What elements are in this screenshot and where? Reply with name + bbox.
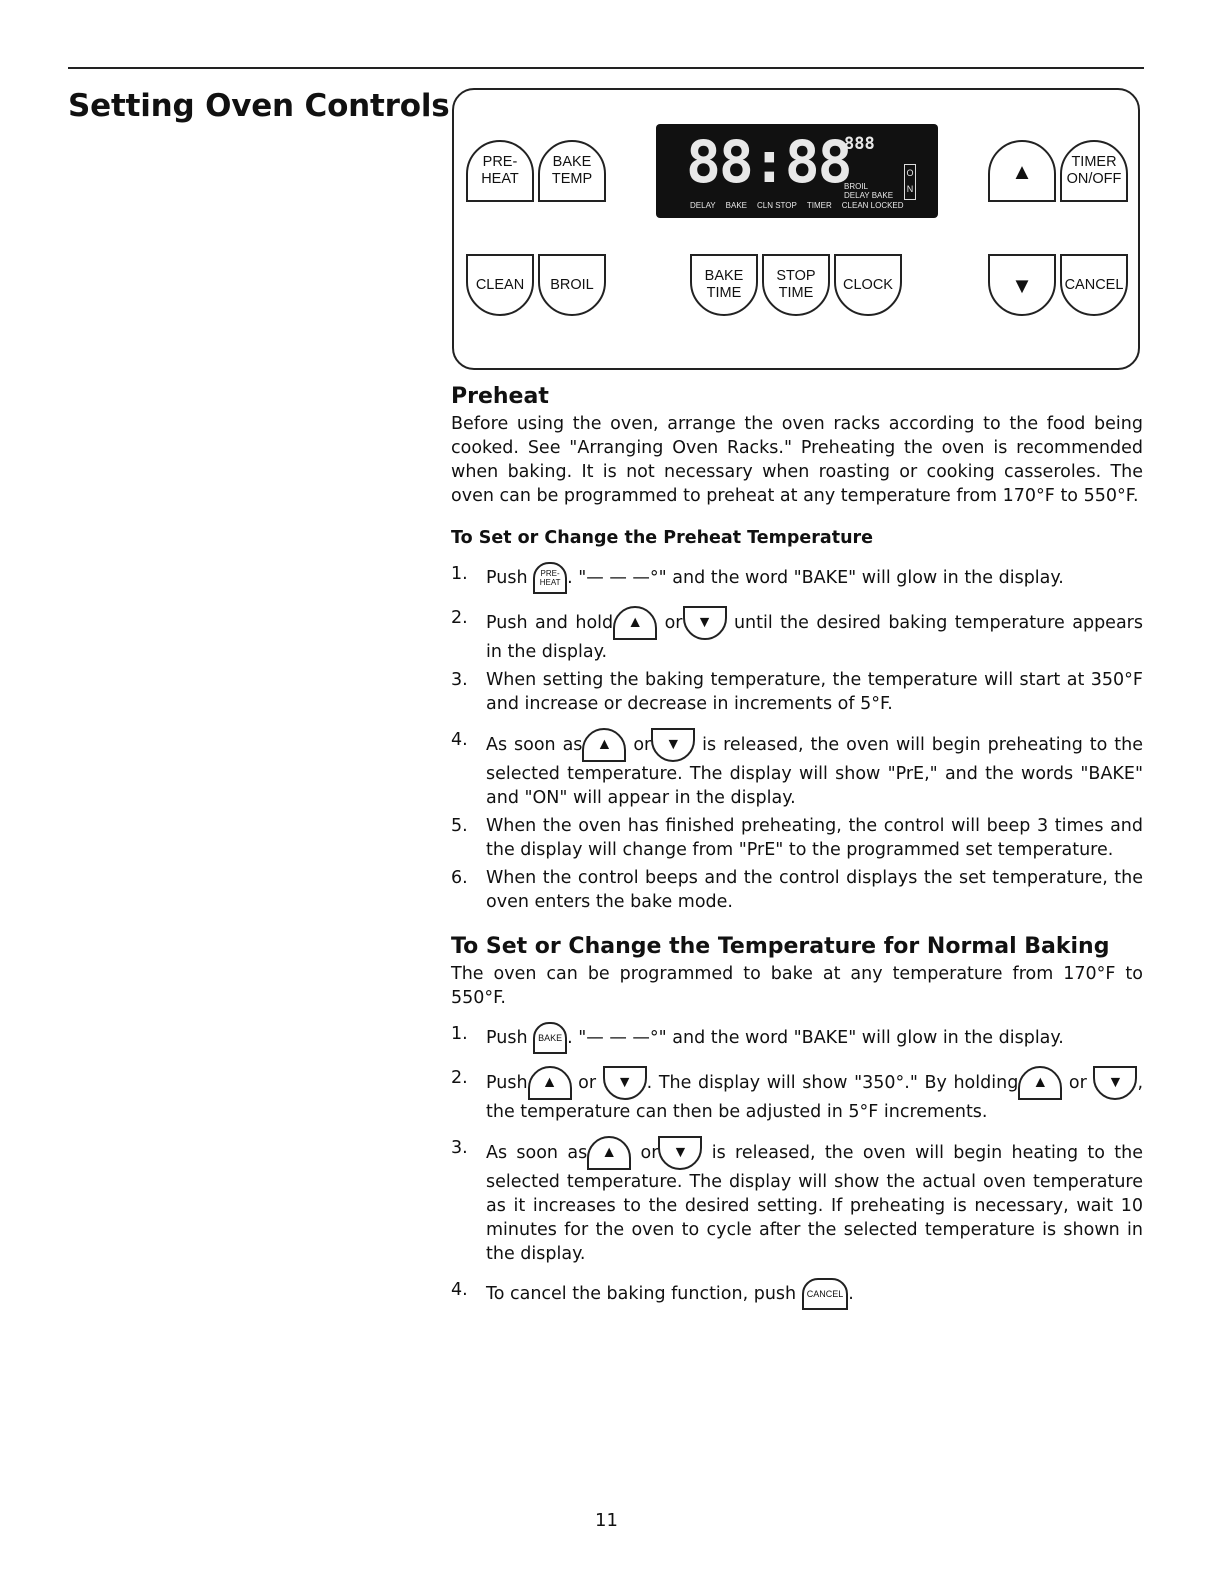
- clean-button[interactable]: CLEAN: [466, 254, 534, 316]
- preheat-subheading: To Set or Change the Preheat Temperature: [451, 528, 874, 548]
- list-item: 3. As soon as ▲ or ▼ is released, the oven will begin heating to the selected temperature. The display will show the actual oven temperature as it increases to the desired setting. If preheating is necessary, wait 10 minutes for the oven to cycle after the selected temperature is shown in the display.: [451, 1138, 1143, 1264]
- list-item: 1. Push BAKE . "— — —°" and the word "BAKE" will glow in the display.: [451, 1022, 1143, 1054]
- preheat-button-icon: PRE- HEAT: [533, 562, 567, 594]
- up-arrow-icon: ▲: [587, 1136, 631, 1170]
- down-arrow-button[interactable]: [988, 254, 1056, 316]
- list-item: 5. When the oven has finished preheating, the control will beep 3 times and the display will change from "PrE" to the programmed set temperature.: [451, 816, 1143, 860]
- cancel-button[interactable]: CANCEL: [1060, 254, 1128, 316]
- bake-temp-button[interactable]: BAKE TEMP: [538, 140, 606, 202]
- down-arrow-icon: ▼: [603, 1066, 647, 1100]
- display-bottom-labels: DELAY BAKE CLN STOP TIMER CLEAN LOCKED: [690, 201, 904, 210]
- clock-button[interactable]: CLOCK: [834, 254, 902, 316]
- display-small-digits: 888: [844, 134, 875, 154]
- preheat-button[interactable]: PRE- HEAT: [466, 140, 534, 202]
- bake-time-button[interactable]: BAKE TIME: [690, 254, 758, 316]
- up-arrow-icon: ▲: [1011, 158, 1033, 184]
- list-item: 6. When the control beeps and the control displays the set temperature, the oven enters the bake mode.: [451, 868, 1143, 912]
- preheat-steps: [451, 562, 1143, 914]
- oven-control-panel: [452, 88, 1140, 370]
- preheat-intro: Before using the oven, arrange the oven racks according to the food being cooked. See "Arranging Oven Racks." Preheating the oven is recommended when baking. It is not necessary when roasting or cooking casseroles. The oven can be programmed to preheat at any temperature from 170°F to 550°F.: [451, 414, 1143, 506]
- oven-display: [656, 124, 938, 218]
- normal-baking-intro: The oven can be programmed to bake at any temperature from 170°F to 550°F.: [451, 964, 1143, 1008]
- top-rule: [68, 67, 1144, 69]
- broil-button[interactable]: BROIL: [538, 254, 606, 316]
- down-arrow-icon: ▼: [1093, 1066, 1137, 1100]
- display-digits: 88:88: [686, 128, 851, 196]
- down-arrow-icon: ▼: [1011, 272, 1033, 298]
- down-arrow-icon: ▼: [651, 728, 695, 762]
- page-title: Setting Oven Controls: [68, 88, 450, 124]
- bake-button-icon: BAKE: [533, 1022, 567, 1054]
- stop-time-button[interactable]: STOP TIME: [762, 254, 830, 316]
- normal-baking-steps: [451, 1022, 1143, 1310]
- list-item: 3. When setting the baking temperature, the temperature will start at 350°F and increase or decrease in increments of 5°F.: [451, 670, 1143, 714]
- cancel-button-icon: CANCEL: [802, 1278, 849, 1310]
- preheat-heading: Preheat: [451, 384, 549, 409]
- page-number: 11: [595, 1510, 618, 1531]
- instructions: [451, 382, 1143, 1310]
- up-arrow-icon: ▲: [1018, 1066, 1062, 1100]
- normal-baking-heading: To Set or Change the Temperature for Normal Baking: [451, 934, 1110, 959]
- display-mode-labels: BROIL DELAY BAKE: [844, 182, 894, 200]
- timer-on-off-button[interactable]: TIMER ON/OFF: [1060, 140, 1128, 202]
- list-item: 1. Push PRE- HEAT . "— — —°" and the word "BAKE" will glow in the display.: [451, 562, 1143, 594]
- list-item: 4. As soon as ▲ or ▼ is released, the oven will begin preheating to the selected temperature. The display will show "PrE," and the words "BAKE" and "ON" will appear in the display.: [451, 730, 1143, 808]
- list-item: 2. Push ▲ or ▼ . The display will show "350°." By holding ▲ or ▼ , the temperature can then be adjusted in 5°F increments.: [451, 1068, 1144, 1122]
- up-arrow-icon: ▲: [528, 1066, 572, 1100]
- up-arrow-icon: ▲: [613, 606, 657, 640]
- up-arrow-button[interactable]: [988, 140, 1056, 202]
- down-arrow-icon: ▼: [658, 1136, 702, 1170]
- display-on-indicator: O N: [904, 164, 916, 200]
- up-arrow-icon: ▲: [582, 728, 626, 762]
- list-item: 2. Push and hold ▲ or ▼ until the desired baking temperature appears in the display.: [451, 608, 1143, 662]
- list-item: 4. To cancel the baking function, push CANCEL .: [451, 1278, 1143, 1310]
- down-arrow-icon: ▼: [683, 606, 727, 640]
